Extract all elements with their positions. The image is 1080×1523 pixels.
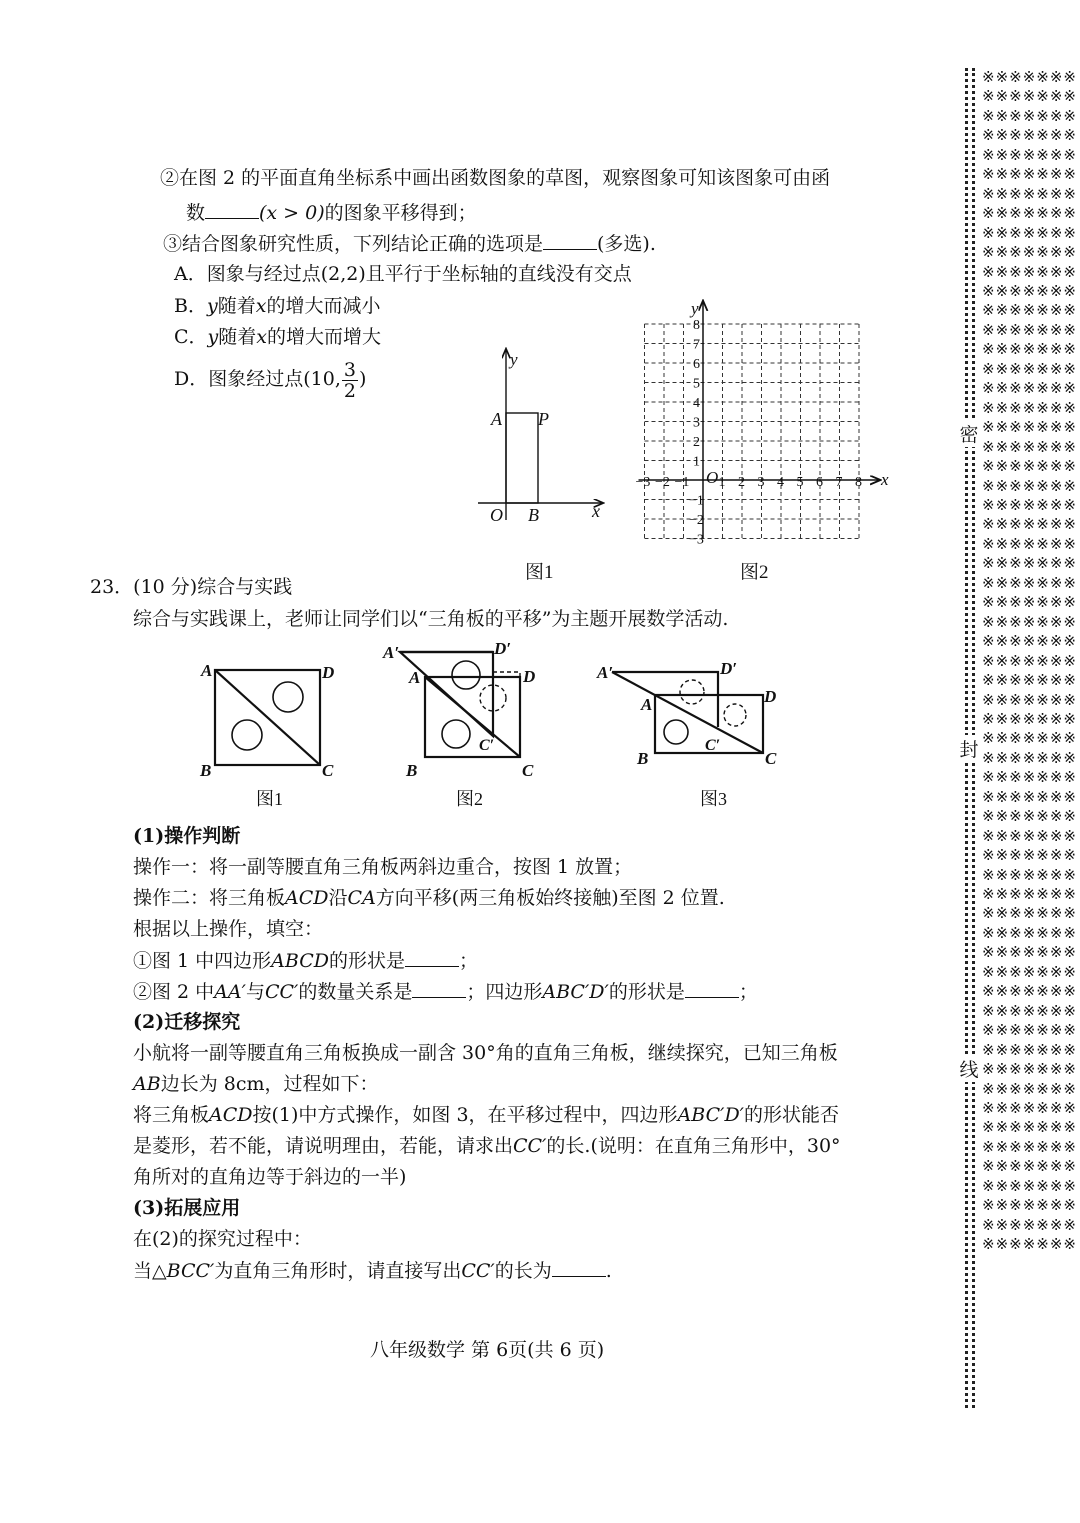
seal-char-mi: 密 [958,420,980,447]
q23-part2-line1: 小航将一副等腰直角三角板换成一副含 30°角的直角三角板，继续探究，已知三角板 [133,1042,838,1064]
svg-text:C: C [322,761,334,780]
label-y: y [510,350,518,369]
q23-part2-line3: 将三角板ACD按(1)中方式操作，如图 3，在平移过程中，四边形ABC′D′的形状能否 [133,1104,840,1126]
svg-text:B: B [637,749,649,768]
x-tick-label: −3 [635,475,651,490]
svg-text:D′: D′ [720,659,738,678]
q23-op1: 操作一：将一副等腰直角三角板两斜边重合，按图 1 放置； [133,856,633,878]
svg-text:C′: C′ [479,737,495,754]
q23-part1-title: (1)操作判断 [133,825,241,847]
x-tick-label: 4 [777,475,784,490]
y-tick-label: 1 [693,454,700,470]
x-tick-label: 7 [835,475,843,490]
answer-blank[interactable] [543,231,597,250]
x-tick-label: −1 [674,475,690,490]
answer-blank[interactable] [412,979,466,998]
y-tick-label: 2 [693,435,700,450]
q23-part2-title: (2)迁移探究 [133,1011,241,1033]
answer-blank[interactable] [205,200,259,219]
q23-figure-2 [382,640,535,809]
q23-part3-title: (3)拓展应用 [133,1197,241,1219]
x-tick-label: 6 [816,475,823,490]
svg-text:图3: 图3 [700,789,727,809]
svg-text:A: A [641,695,653,714]
svg-text:D: D [523,667,536,686]
q22-part3: ③结合图象研究性质，下列结论正确的选项是 (多选). [163,233,656,255]
x-tick-label: 8 [855,475,862,490]
q22-part2-line1: ②在图 2 的平面直角坐标系中画出函数图象的草图，观察图象可知该图象可由函 [160,167,831,189]
label-b: B [528,505,539,525]
y-tick-label: 7 [693,337,700,353]
y-tick-label: 8 [693,318,700,333]
label-x: x [881,470,889,489]
y-tick-label: −1 [689,493,704,509]
q22-option-c: C．y随着x的增大而增大 [174,326,382,348]
q23-figure-1 [199,661,334,809]
svg-text:图2: 图2 [456,789,483,809]
svg-text:A′: A′ [597,663,614,682]
q23-figures [190,640,830,815]
label-o: O [706,468,719,487]
svg-text:D: D [322,663,335,682]
x-tick-label: 1 [718,475,726,490]
label-a: A [491,409,502,429]
q23-figure-3 [596,659,777,809]
label-x: x [592,501,600,521]
label-p: P [538,409,549,429]
svg-text:A′: A′ [383,643,400,662]
label-y: y [691,299,699,318]
y-tick-label: 6 [693,357,700,372]
rectangle-aopb [506,413,538,503]
figure-caption: 图2 [740,562,769,583]
svg-text:A: A [201,661,213,680]
x-tick-label: −2 [655,475,670,490]
figure-caption: 图1 [525,562,554,583]
q23-header: 23．(10 分)综合与实践 [90,576,293,598]
q22-option-b: B．y随着x的增大而减小 [174,295,381,317]
x-tick-label: 5 [796,475,804,490]
seal-marks: ※※※※※※※※※※※※※※※※※※※※※※※※※※※※※※※※※※※※※※※※※※※※※※※※※※※※※※※※※※※※※※※※※※※※※※※※※※※※※※※※※※※※※※※※※※※※※※※※※※※※※※※※※※※※※※※※※※※※※※※※※※※※※※※※※※※※※※※※※※※※※※※※※※※※※※※※※※※※※※※※※※※※※※※※※※※※※※※※※※※※※※※※※※※※※※※※※※※※※※※※※※※※※※※※※※※※※※※※※※※※※※※※※※※※※※※※※※※※※※※※※※※※※※※※※※※※※※※※※※※※※※※※※※※※※※※※※※※※※※※※※※※※※※※※※※※※※※※※※※※※※※※※※※※※※※※※※※※※※※※※※※※※※※※※※※※※※※※※※※※※※※※※※※※※※※※※※※※※※※※※※※※※※※※※※※※※※※※※※※※※※※※※※※※※※※※※※※※※※※※※※※※※※※※※※※※※※※※※※※※※※※※※※※※ [982,68,1077,1254]
x-tick-label: 2 [738,475,745,490]
y-tick-label: 4 [693,396,700,411]
y-tick-label: 3 [693,415,700,431]
label-o: O [490,505,503,525]
q22-figure-1 [470,345,620,585]
q22-option-a: A．图象与经过点(2,2)且平行于坐标轴的直线没有交点 [174,263,632,285]
svg-text:C: C [522,761,534,780]
svg-text:A: A [409,668,421,687]
q22-figure-2 [625,285,895,585]
svg-text:D: D [764,687,777,706]
q23-part2-line2: AB边长为 8cm，过程如下： [133,1073,379,1095]
q23-fill-prompt: 根据以上操作，填空： [133,918,324,940]
x-tick-label: 3 [757,475,765,490]
svg-text:C: C [765,749,777,768]
q23-part3-line1: 在(2)的探究过程中： [133,1228,312,1250]
q22-option-d: D．图象经过点(10, $\frac{3}{2}$ ) [174,358,367,402]
q23-part2-line4: 是菱形，若不能，请说明理由，若能，请求出CC′的长.(说明：在直角三角形中，30° [133,1135,841,1157]
answer-blank[interactable] [552,1258,606,1277]
svg-text:B: B [406,761,418,780]
seal-char-feng: 封 [958,735,980,762]
svg-text:图1: 图1 [256,789,283,809]
q23-part2-line5: 角所对的直角边等于斜边的一半) [133,1166,407,1188]
svg-text:C′: C′ [705,737,721,754]
seal-margin [958,60,1080,1410]
q23-op2: 操作二：将三角板ACD沿CA方向平移(两三角板始终接触)至图 2 位置. [133,887,725,909]
answer-blank[interactable] [685,979,739,998]
q23-q1: ①图 1 中四边形ABCD的形状是 ； [133,950,479,972]
page-footer: 八年级数学 第 6页(共 6 页) [370,1339,605,1361]
answer-blank[interactable] [405,948,459,967]
q23-intro: 综合与实践课上，老师让同学们以“三角板的平移”为主题开展数学活动. [133,608,729,630]
svg-text:D′: D′ [494,640,512,658]
svg-text:B: B [200,761,212,780]
seal-char-xian: 线 [958,1055,980,1082]
q23-part3-line2: 当△BCC′为直角三角形时，请直接写出CC′的长为 . [133,1260,612,1282]
y-tick-label: 5 [693,376,700,392]
q23-q2: ②图 2 中AA′与CC′的数量关系是 ；四边形ABC′D′的形状是 ； [133,981,758,1003]
y-tick-label: −2 [689,513,704,528]
y-tick-label: −3 [689,532,704,548]
q22-part2-line2: 数 (x > 0)的图象平移得到； [186,202,477,224]
